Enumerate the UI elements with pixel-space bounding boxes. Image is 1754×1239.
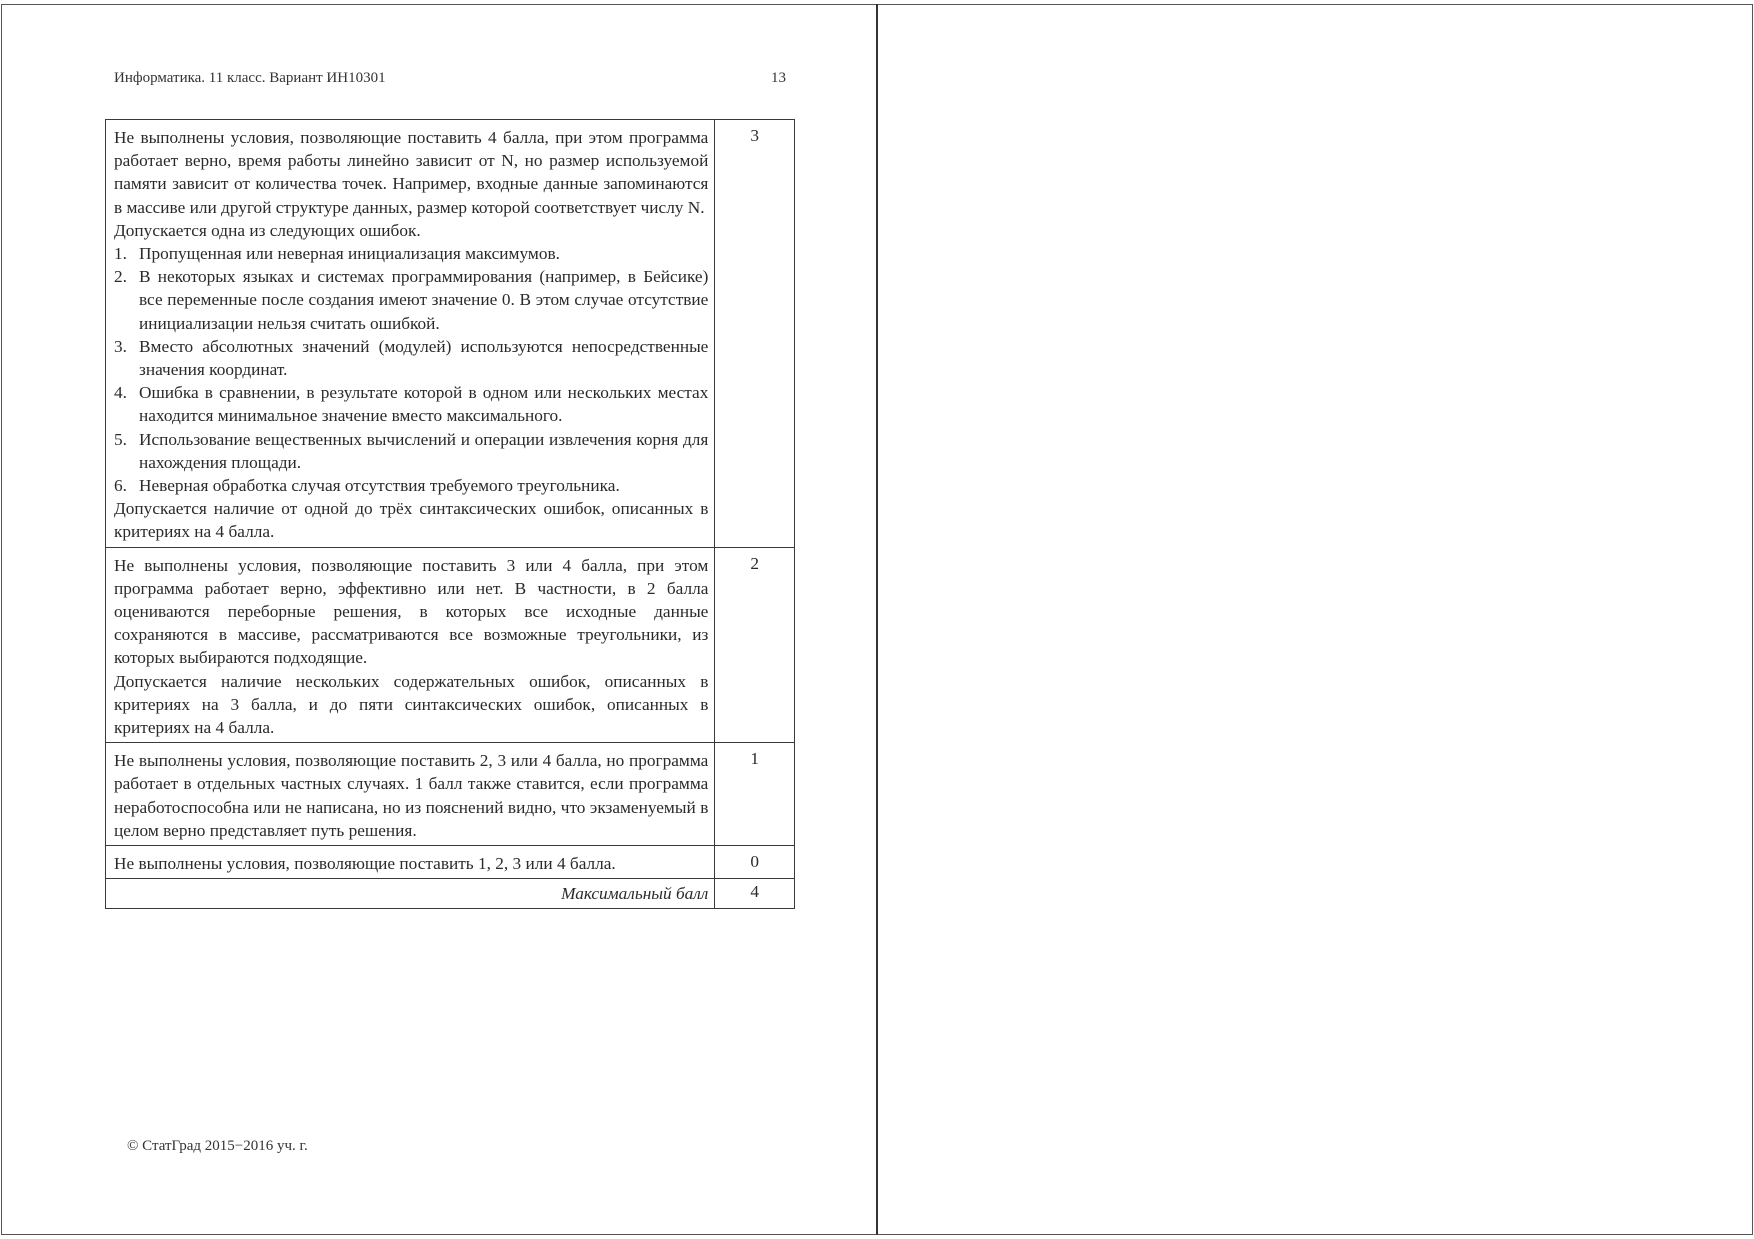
- list-item: 4. Ошибка в сравнении, в результате которой в одном или нескольких местах находится минимальное значение вместо максимального.: [114, 383, 709, 426]
- criteria-note: Допускается наличие от одной до трёх синтаксических ошибок, описанных в критериях на 4 балла.: [114, 499, 709, 542]
- criteria-text: Не выполнены условия, позволяющие поставить 4 балла, при этом программа работает верно, время работы линейно зависит от N, но размер используемой памяти зависит от количества точек. Например, входные данные запоминаются в массиве или другой структуре данных, размер которой соответствует числу N.: [114, 128, 709, 217]
- errors-list: [114, 242, 708, 497]
- footer-copyright: © СтатГрад 2015−2016 уч. г.: [127, 1138, 308, 1154]
- list-item: 5. Использование вещественных вычислений и операции извлечения корня для нахождения площади.: [114, 429, 709, 472]
- criteria-text: Не выполнены условия, позволяющие поставить 1, 2, 3 или 4 балла.: [114, 854, 616, 874]
- errors-intro: Допускается одна из следующих ошибок.: [114, 220, 421, 240]
- max-score-value: 4: [715, 879, 795, 909]
- score-cell: 2: [715, 547, 795, 743]
- criteria-row-3: [106, 120, 795, 548]
- criteria-description: [106, 120, 715, 548]
- page-divider: [876, 4, 878, 1235]
- criteria-description: [106, 743, 715, 846]
- criteria-row-1: [106, 743, 795, 846]
- list-item: 6. Неверная обработка случая отсутствия требуемого треугольника.: [114, 476, 620, 496]
- list-item: 2. В некоторых языках и системах программирования (например, в Бейсике) все переменные после создания имеют значение 0. В этом случае отсутствие инициализации нельзя считать ошибкой.: [114, 267, 709, 333]
- header-title: Информатика. 11 класс. Вариант ИН10301: [114, 70, 386, 86]
- criteria-note: Допускается наличие нескольких содержательных ошибок, описанных в критериях на 3 балла, и до пяти синтаксических ошибок, описанных в критериях на 4 балла.: [114, 671, 709, 738]
- list-item: 1. Пропущенная или неверная инициализация максимумов.: [114, 244, 560, 264]
- criteria-description: [106, 846, 715, 879]
- page-header: [114, 70, 786, 92]
- criteria-description: [106, 547, 715, 743]
- criteria-row-2: [106, 547, 795, 743]
- criteria-row-0: [106, 846, 795, 879]
- list-item: 3. Вместо абсолютных значений (модулей) используются непосредственные значения координат.: [114, 336, 709, 380]
- criteria-text: Не выполнены условия, позволяющие поставить 3 или 4 балла, при этом программа работает верно, эффективно или нет. В частности, в 2 балла оцениваются переборные решения, в которых все исходные данные сохраняются в массиве, рассматриваются все возможные треугольники, из которых выбираются подходящие.: [114, 555, 709, 668]
- max-score-row: [106, 879, 795, 909]
- score-cell: 1: [715, 743, 795, 846]
- score-cell: 0: [715, 846, 795, 879]
- right-page: [877, 4, 1753, 1235]
- page-number: 13: [771, 70, 786, 86]
- criteria-table: [105, 119, 795, 909]
- max-score-label: Максимальный балл: [106, 879, 715, 909]
- criteria-text: Не выполнены условия, позволяющие поставить 2, 3 или 4 балла, но программа работает в отдельных частных случаях. 1 балл также ставится, если программа неработоспособна или не написана, но из пояснений видно, что экзаменуемый в целом верно представляет путь решения.: [114, 751, 709, 840]
- score-cell: 3: [715, 120, 795, 548]
